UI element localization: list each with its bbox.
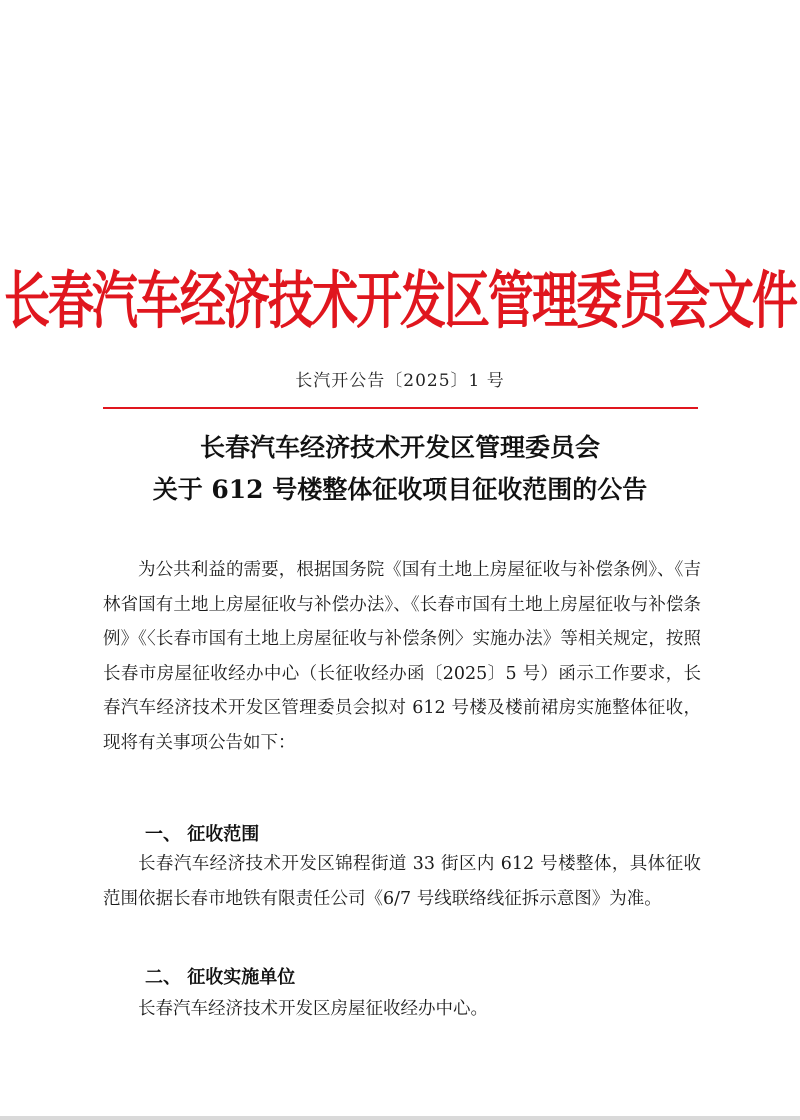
section1-heading: 一、 征收范围	[145, 824, 260, 845]
section2-heading: 二、 征收实施单位	[145, 967, 296, 988]
intro-paragraph: 为公共利益的需要，根据国务院《国有土地上房屋征收与补偿条例》、《吉林省国有土地上房屋征收与补偿办法》、《长春市国有土地上房屋征收与补偿条例》《〈长春市国有土地上房屋征收与补偿条例〉实施办法》等相关规定，按照长春市房屋征收经办中心（长征收经办函〔2025〕5 号）函示工作要求，长春汽车经济技术开发区管理委员会拟对 612 号楼及楼前裙房实施整体征收，现将有关事项公告如下：	[103, 560, 701, 753]
document-number: 长汽开公告〔2025〕1 号	[295, 371, 505, 391]
header-divider	[103, 407, 698, 409]
notice-title-line1: 长春汽车经济技术开发区管理委员会	[199, 433, 600, 462]
section2-paragraph: 长春汽车经济技术开发区房屋征收经办中心。	[138, 999, 488, 1019]
notice-title-line2: 关于 612 号楼整体征收项目征收范围的公告	[152, 475, 648, 504]
page-bottom-edge	[0, 1116, 800, 1120]
issuer-header: 长春汽车经济技术开发区管理委员会文件	[4, 264, 796, 338]
section1-paragraph: 长春汽车经济技术开发区锦程街道 33 街区内 612 号楼整体，具体征收范围依据长春市地铁有限责任公司《6/7 号线联络线征拆示意图》为准。	[103, 854, 701, 909]
